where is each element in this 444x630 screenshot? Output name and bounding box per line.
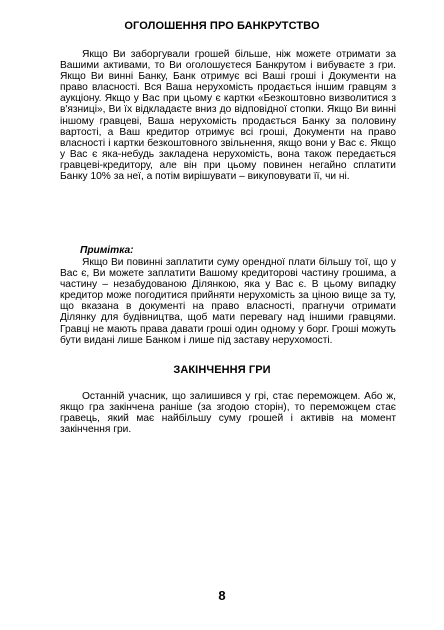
game-end-paragraph: Останній учасник, що залишився у грі, стає переможцем. Або ж, якщо гра закінчена раніше (за згодою сторін), то переможцем стає гравець, який має найбільшу суму грошей і активів на момент закінчення гри.: [60, 391, 396, 436]
bankruptcy-paragraph: Якщо Ви заборгували грошей більше, ніж можете отримати за Вашими активами, то Ви оголошуєтеся Банкрутом і вибуваєте з гри. Якщо Ви винні Банку, Банк отримує всі Ваші гроші і Документи на право власності. Вся Ваша нерухомість продається іншим гравцям з аукціону. Якщо у Вас при цьому є картки «Безкоштовно визволитися з в'язниці», Ви їх відкладаєте вниз до відповідної стопки. Якщо Ви винні іншому гравцеві, Ваша нерухомість продається Банку за половину вартості, а Ваш кредитор отримує всі гроші, Документи на право власності і картки безкоштовного звільнення, якщо вони у Вас є. Якщо у Вас є яка-небудь закладена нерухомість, вона також передається гравцеві-кредитору, але він при цьому повинен негайно сплатити Банку 10% за неї, а потім вирішувати – викуповувати її, чи ні.: [60, 49, 396, 183]
section-title-game-end: ЗАКІНЧЕННЯ ГРИ: [173, 364, 271, 376]
section-title-bankruptcy: ОГОЛОШЕННЯ ПРО БАНКРУТСТВО: [124, 20, 320, 32]
note-paragraph: Якщо Ви повинні заплатити суму орендної плати більшу тої, що у Вас є, Ви можете заплатити Вашому кредиторові частину грошима, а частину – незабудованою Ділянкою, яка у Вас є. В цьому випадку кредитор може погодитися прийняти нерухомість за ціною вище за ту, що вказана в документі на право власності, прагнучи отримати Ділянку для будівництва, щоб мати перевагу над іншими гравцями. Гравці не мають права давати гроші один одному у борг. Гроші можуть бути видані лише Банком і лише під заставу нерухомості.: [60, 257, 396, 346]
note-label: Примітка:: [80, 245, 134, 256]
page-number: 8: [218, 588, 226, 603]
